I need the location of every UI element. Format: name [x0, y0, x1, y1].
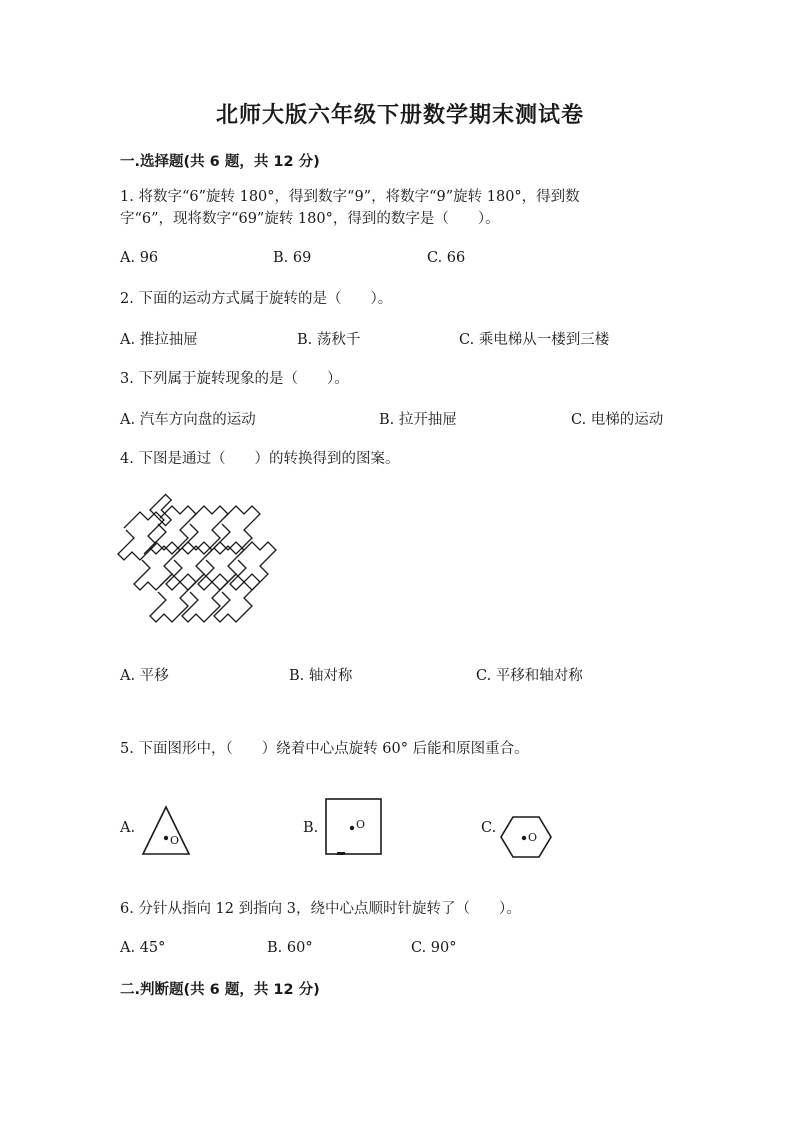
- section-heading-true-false: 二.判断题(共 6 题，共 12 分): [120, 982, 320, 998]
- question-4-option-a: A. 平移: [120, 668, 169, 684]
- question-4-option-c: C. 平移和轴对称: [476, 668, 583, 684]
- question-5-text: 5. 下面图形中，（ ）绕着中心点旋转 60° 后能和原图重合。: [120, 741, 529, 757]
- hexagon-figure: [500, 814, 552, 860]
- question-1-line-1: 1. 将数字“6”旋转 180°，得到数字“9”，将数字“9”旋转 180°，得到数: [120, 189, 580, 205]
- question-2-option-b: B. 荡秋千: [297, 332, 361, 348]
- question-1-option-a: A. 96: [120, 250, 159, 266]
- pattern-figure: [122, 500, 274, 618]
- center-point-label-b: O: [356, 818, 366, 831]
- question-2-text: 2. 下面的运动方式属于旋转的是（ ）。: [120, 291, 393, 307]
- question-1-option-b: B. 69: [273, 250, 312, 266]
- question-6-option-a: A. 45°: [120, 940, 166, 956]
- square-figure: [325, 798, 383, 858]
- question-5-option-c: C.: [481, 820, 497, 836]
- question-2-option-a: A. 推拉抽屉: [120, 332, 198, 348]
- question-3-option-b: B. 拉开抽屉: [379, 412, 457, 428]
- question-6-option-b: B. 60°: [267, 940, 313, 956]
- question-5-option-b: B.: [303, 820, 319, 836]
- page-title: 北师大版六年级下册数学期末测试卷: [215, 103, 584, 128]
- question-4-text: 4. 下图是通过（ ）的转换得到的图案。: [120, 451, 400, 467]
- section-heading-choice: 一.选择题(共 6 题，共 12 分): [120, 154, 320, 170]
- question-1-line-2: 字“6”，现将数字“69”旋转 180°，得到的数字是（ ）。: [120, 211, 500, 227]
- question-1-option-c: C. 66: [427, 250, 466, 266]
- question-2-option-c: C. 乘电梯从一楼到三楼: [459, 332, 610, 348]
- question-3-option-c: C. 电梯的运动: [571, 412, 664, 428]
- question-6-text: 6. 分针从指向 12 到指向 3，绕中心点顺时针旋转了（ ）。: [120, 901, 521, 917]
- triangle-figure: [140, 804, 192, 856]
- question-4-option-b: B. 轴对称: [289, 668, 353, 684]
- center-point-label-a: O: [170, 834, 180, 847]
- question-3-text: 3. 下列属于旋转现象的是（ ）。: [120, 371, 349, 387]
- question-6-option-c: C. 90°: [411, 940, 457, 956]
- question-3-option-a: A. 汽车方向盘的运动: [120, 412, 256, 428]
- center-point-label-c: O: [528, 831, 538, 844]
- question-5-option-a: A.: [120, 820, 136, 836]
